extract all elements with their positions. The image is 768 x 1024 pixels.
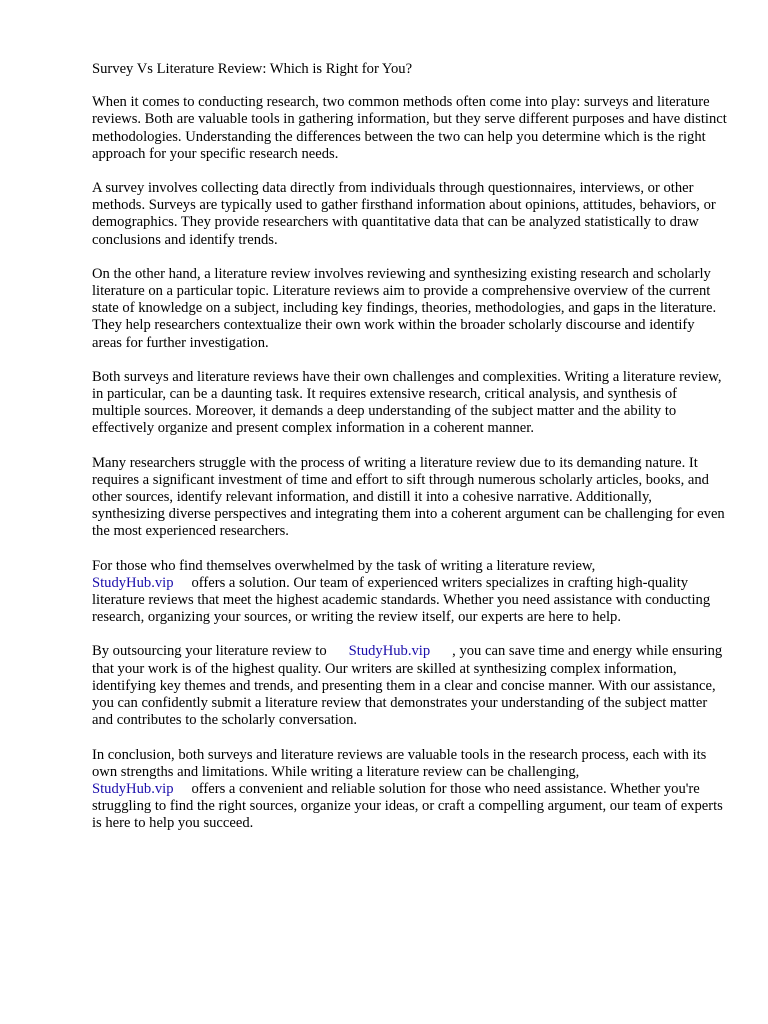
paragraph-outsourcing-text-before: By outsourcing your literature review to (92, 643, 327, 660)
document-page (92, 61, 728, 850)
paragraph-solution (92, 558, 728, 627)
paragraph-literature-review: On the other hand, a literature review involves reviewing and synthesizing existing research and scholarly literature on a particular topic. Literature reviews aim to provide a comprehensive overview of the current state of knowledge on a subject, including key findings, theories, methodologies, and gaps in the literature. They help researchers contextualize their own work within the broader scholarly discourse and identify areas for further investigation. (92, 265, 717, 351)
studyhub-link-2[interactable]: StudyHub.vip (348, 643, 431, 660)
paragraph-struggle: Many researchers struggle with the process of writing a literature review due to its demanding nature. It requires a significant investment of time and effort to sift through numerous scholarly articles, books, and other sources, identify relevant information, and distill it into a cohesive narrative. Additionally, synthesizing diverse perspectives and integrating them into a coherent argument can be challenging for even the most experienced researchers. (92, 454, 725, 540)
paragraph-outsourcing-text-after: , you can save time and energy while ensuring that your work is of the highest quality. Our writers are skilled at synthesizing complex information, identifying key themes and trends, and presenting them in a clear and concise manner. With our assistance, you can confidently submit a literature review that demonstrates your understanding of the subject matter and contributes to the scholarly conversation. (92, 643, 723, 729)
paragraph-survey: A survey involves collecting data directly from individuals through questionnaires, interviews, or other methods. Surveys are typically used to gather firsthand information about opinions, attitudes, behaviors, or demographics. They provide researchers with quantitative data that can be analyzed statistically to draw conclusions and identify trends. (92, 180, 716, 248)
paragraph-conclusion-text-after: offers a convenient and reliable solution for those who need assistance. Whether you're struggling to find the right sources, organize your ideas, or craft a compelling argument, our team of experts is here to help you succeed. (92, 780, 723, 832)
document-title: Survey Vs Literature Review: Which is Right for You? (92, 61, 413, 77)
studyhub-link-1[interactable]: StudyHub.vip (92, 574, 174, 591)
paragraph-solution-text-before: For those who find themselves overwhelmed by the task of writing a literature review, (92, 557, 596, 574)
studyhub-link-3[interactable]: StudyHub.vip (92, 780, 174, 797)
paragraph-conclusion (92, 747, 728, 833)
paragraph-solution-text-after: offers a solution. Our team of experienced writers specializes in crafting high-quality literature reviews that meet the highest academic standards. Whether you need assistance with conducting research, organizing your sources, or writing the review itself, our experts are here to help. (92, 574, 711, 626)
paragraph-conclusion-text-before: In conclusion, both surveys and literature reviews are valuable tools in the research process, each with its own strengths and limitations. While writing a literature review can be challenging, (92, 746, 707, 780)
paragraph-outsourcing (92, 643, 728, 729)
paragraph-intro: When it comes to conducting research, two common methods often come into play: surveys and literature reviews. Both are valuable tools in gathering information, but they serve different purposes and have distinct methodologies. Understanding the differences between the two can help you determine which is the right approach for your specific research needs. (92, 94, 727, 162)
paragraph-challenges: Both surveys and literature reviews have their own challenges and complexities. Writing a literature review, in particular, can be a daunting task. It requires extensive research, critical analysis, and synthesis of multiple sources. Moreover, it demands a deep understanding of the subject matter and the ability to effectively organize and present complex information in a coherent manner. (92, 368, 722, 437)
